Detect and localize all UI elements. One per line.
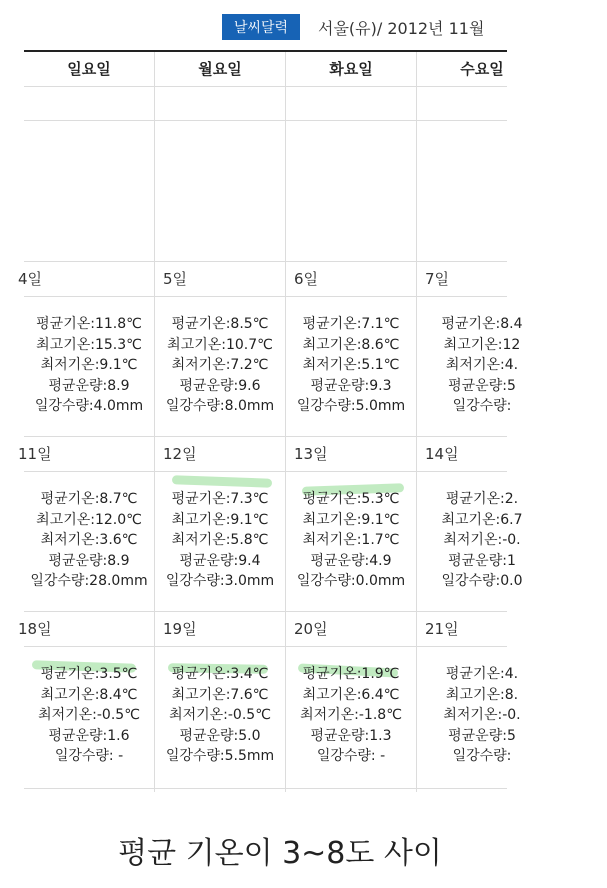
day-number[interactable]: 13일 [294, 445, 328, 463]
row-divider [24, 296, 507, 297]
weather-stat-line: 평균운량:1 [448, 552, 516, 569]
weather-stat-line: 최저기온:5.8℃ [171, 532, 269, 548]
day-number[interactable]: 12일 [163, 445, 197, 463]
weather-stat-line: 일강수량:5.0mm [296, 398, 406, 414]
weather-stat-line: 최저기온:5.1℃ [302, 357, 400, 373]
weekday-sunday: 일요일 [67, 60, 111, 78]
weather-stat-line: 평균기온:8.4 [441, 316, 523, 332]
weather-stat-line: 일강수량:0.0 [441, 573, 523, 589]
weather-stat-line: 최고기온:8.4℃ [40, 686, 138, 703]
weather-stat-line: 평균운량:1.6 [48, 727, 130, 744]
weather-stat-line: 평균기온:3.4℃ [171, 666, 269, 682]
weather-stat-line: 일강수량: [452, 748, 512, 764]
weather-stat-line: 최고기온:9.1℃ [302, 511, 400, 528]
weather-stat-line: 최고기온:12 [443, 336, 521, 353]
day-number[interactable]: 19일 [163, 620, 197, 638]
calendar-header [0, 12, 607, 42]
weather-stat-line: 최저기온:9.1℃ [40, 357, 138, 373]
day-weather-stats [417, 489, 547, 592]
weather-stat-line: 평균기온:3.5℃ [40, 666, 138, 682]
calendar-grid [18, 52, 523, 792]
day-weather-stats [417, 664, 547, 767]
weather-stat-line: 최고기온:7.6℃ [171, 686, 269, 703]
row-divider [24, 611, 507, 612]
weather-stat-line: 최고기온:6.4℃ [302, 686, 400, 703]
weather-stat-line: 최고기온:12.0℃ [36, 511, 142, 528]
weather-stat-line: 평균운량:4.9 [310, 552, 392, 569]
caption: 평균 기온이 3~8도 사이 [118, 836, 442, 871]
weather-stat-line: 평균운량:9.4 [179, 552, 261, 569]
day-weather-stats [155, 664, 285, 767]
weather-stat-line: 일강수량: [452, 398, 512, 414]
weather-stat-line: 평균기온:7.3℃ [171, 491, 269, 507]
day-weather-stats [286, 664, 416, 767]
day-weather-stats [24, 489, 154, 592]
highlight-mark [172, 475, 272, 487]
row-divider [24, 120, 507, 121]
row-divider [24, 436, 507, 437]
weather-stat-line: 일강수량:28.0mm [30, 573, 148, 589]
weather-stat-line: 일강수량:5.5mm [165, 748, 275, 764]
weather-stat-line: 평균기온:8.5℃ [171, 316, 269, 332]
day-weather-stats [417, 314, 547, 417]
day-weather-stats [286, 489, 416, 592]
day-number[interactable]: 21일 [425, 620, 459, 638]
row-divider [24, 788, 507, 789]
row-divider [24, 86, 507, 87]
weather-stat-line: 최고기온:6.7 [441, 511, 523, 528]
weather-stat-line: 최저기온:7.2℃ [171, 357, 269, 373]
weather-stat-line: 평균기온:1.9℃ [302, 666, 400, 682]
weather-stat-line: 최저기온:-0. [443, 532, 521, 548]
weather-stat-line: 일강수량: - [316, 748, 386, 764]
weekday-tuesday: 화요일 [329, 60, 373, 78]
weather-stat-line: 최고기온:8. [445, 686, 519, 703]
weekday-monday: 월요일 [198, 60, 242, 78]
weather-stat-line: 평균기온:4. [445, 666, 519, 682]
weather-stat-line: 평균운량:8.9 [48, 552, 130, 569]
weather-stat-line: 최고기온:10.7℃ [167, 336, 273, 353]
day-number[interactable]: 7일 [425, 270, 450, 288]
weather-stat-line: 일강수량:8.0mm [165, 398, 275, 414]
day-weather-stats [24, 664, 154, 767]
day-number[interactable]: 5일 [163, 270, 188, 288]
weather-stat-line: 최고기온:9.1℃ [171, 511, 269, 528]
weather-stat-line: 최저기온:3.6℃ [40, 532, 138, 548]
weekday-wednesday: 수요일 [460, 60, 504, 78]
day-weather-stats [155, 489, 285, 592]
weather-stat-line: 최저기온:4. [445, 357, 519, 373]
day-number[interactable]: 20일 [294, 620, 328, 638]
day-number[interactable]: 14일 [425, 445, 459, 463]
weather-stat-line: 평균기온:2. [445, 491, 519, 507]
weather-stat-line: 최저기온:-0.5℃ [38, 707, 140, 723]
weather-stat-line: 일강수량:0.0mm [296, 573, 406, 589]
day-number[interactable]: 11일 [18, 445, 52, 463]
weather-stat-line: 최고기온:15.3℃ [36, 336, 142, 353]
weather-stat-line: 평균기온:5.3℃ [302, 491, 400, 507]
weather-calendar-badge[interactable]: 날씨달력 [222, 14, 300, 40]
weather-stat-line: 평균운량:8.9 [48, 377, 130, 394]
day-number[interactable]: 18일 [18, 620, 52, 638]
weather-stat-line: 최저기온:-0.5℃ [169, 707, 271, 723]
weather-stat-line: 일강수량:4.0mm [34, 398, 144, 414]
weather-stat-line: 평균운량:5 [448, 377, 516, 394]
day-weather-stats [24, 314, 154, 417]
weather-stat-line: 최저기온:-1.8℃ [300, 707, 402, 723]
weather-stat-line: 평균운량:9.3 [310, 377, 392, 394]
weather-stat-line: 평균운량:1.3 [310, 727, 392, 744]
day-number[interactable]: 6일 [294, 270, 319, 288]
day-weather-stats [286, 314, 416, 417]
weather-stat-line: 일강수량:3.0mm [165, 573, 275, 589]
row-divider [24, 261, 507, 262]
weather-stat-line: 평균기온:7.1℃ [302, 316, 400, 332]
weather-stat-line: 평균운량:5 [448, 727, 516, 744]
weather-stat-line: 평균운량:9.6 [179, 377, 261, 394]
day-number[interactable]: 4일 [18, 270, 43, 288]
calendar-title: 서울(유)/ 2012년 11월 [318, 19, 485, 38]
weather-stat-line: 평균기온:8.7℃ [40, 491, 138, 507]
weather-stat-line: 최저기온:-0. [443, 707, 521, 723]
row-divider [24, 471, 507, 472]
weather-stat-line: 일강수량: - [54, 748, 124, 764]
weather-stat-line: 평균운량:5.0 [179, 727, 261, 744]
weather-stat-line: 최저기온:1.7℃ [302, 532, 400, 548]
weather-stat-line: 평균기온:11.8℃ [36, 316, 142, 332]
day-weather-stats [155, 314, 285, 417]
weather-stat-line: 최고기온:8.6℃ [302, 336, 400, 353]
row-divider [24, 646, 507, 647]
